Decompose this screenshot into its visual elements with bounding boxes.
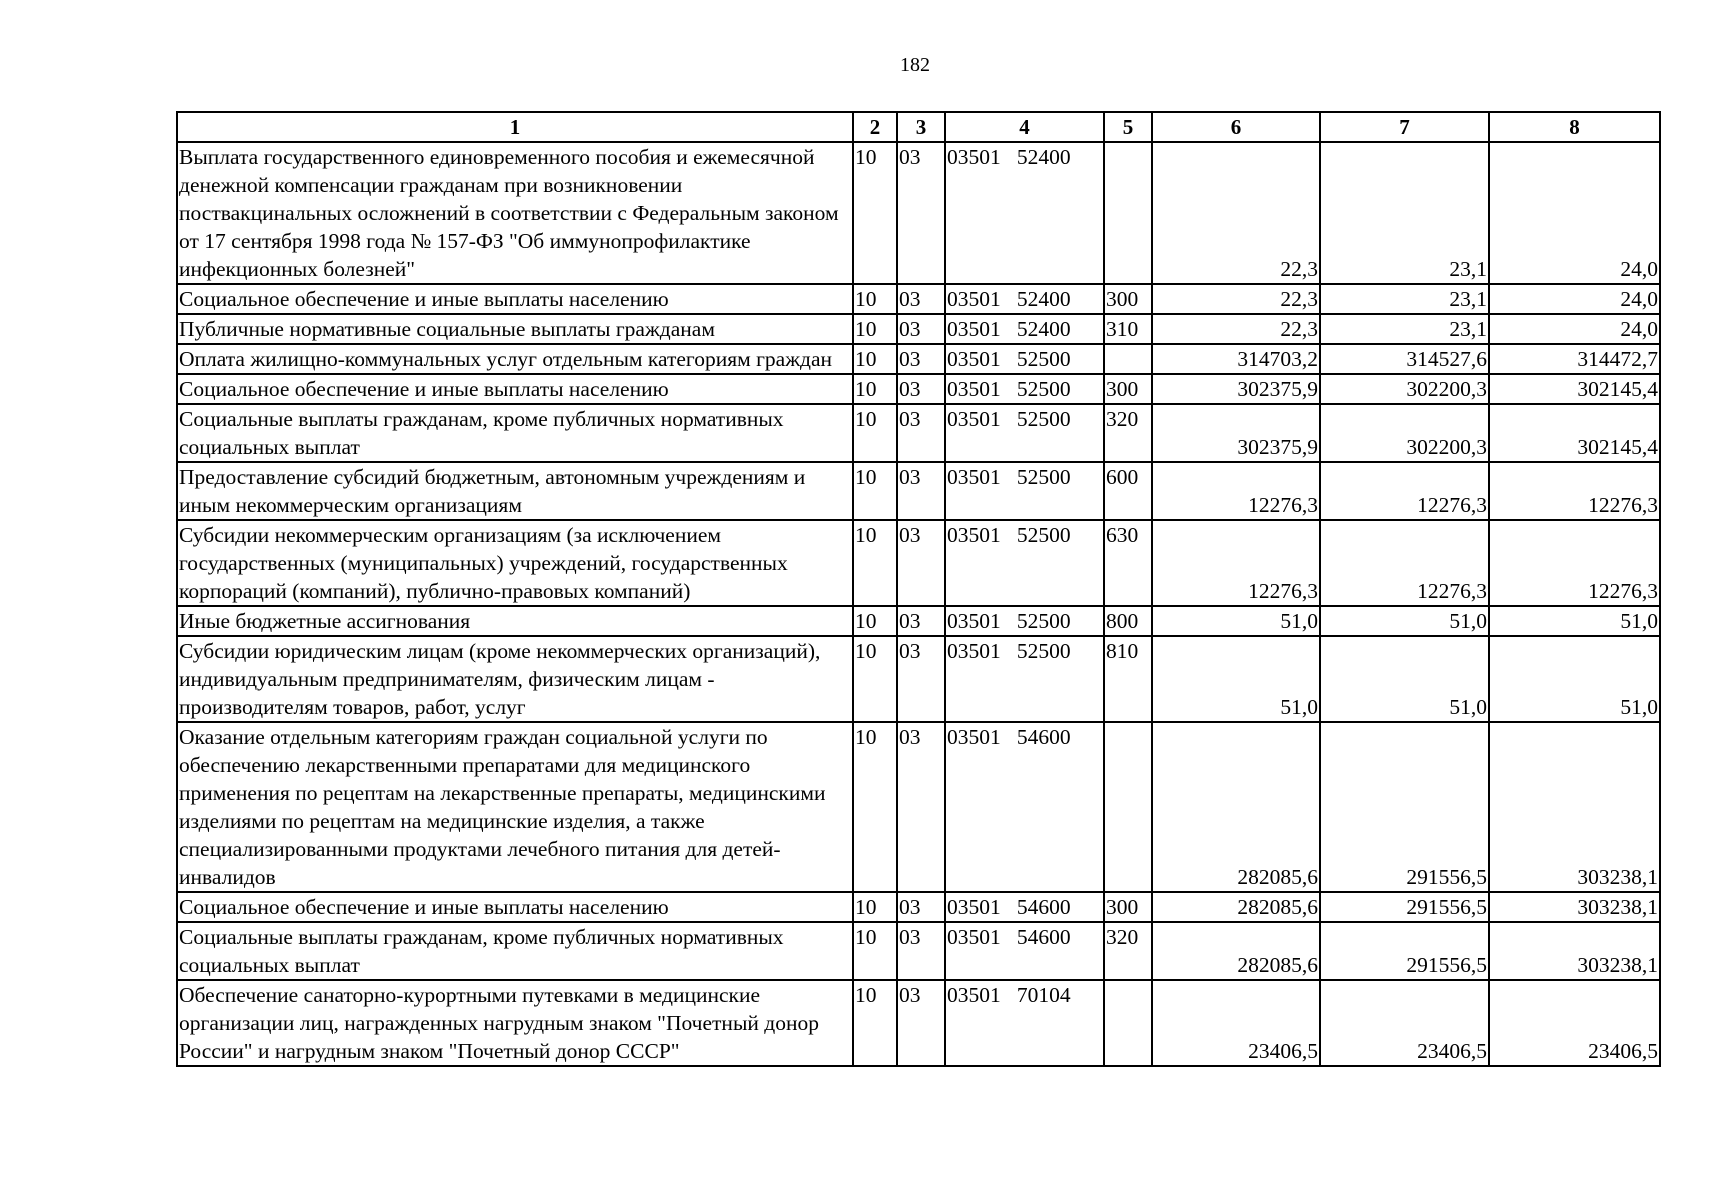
amount-col7-cell: 23,1	[1320, 314, 1489, 344]
page-number: 182	[900, 54, 930, 76]
column-header: 1	[177, 112, 853, 142]
amount-col8-cell: 12276,3	[1489, 462, 1660, 520]
target-article-cell: 03501 52500	[945, 462, 1104, 520]
amount-col7-cell: 23,1	[1320, 142, 1489, 284]
amount-col6-cell: 51,0	[1152, 636, 1320, 722]
amount-col6-cell: 51,0	[1152, 606, 1320, 636]
expense-name-cell: Иные бюджетные ассигнования	[177, 606, 853, 636]
amount-col8-cell: 302145,4	[1489, 374, 1660, 404]
table-row	[177, 284, 1660, 314]
amount-col8-cell: 12276,3	[1489, 520, 1660, 606]
subsection-code-cell: 03	[897, 374, 945, 404]
table-row	[177, 636, 1660, 722]
target-article-cell: 03501 52400	[945, 142, 1104, 284]
amount-col6-cell: 12276,3	[1152, 462, 1320, 520]
header-row	[177, 112, 1660, 142]
amount-col7-cell: 51,0	[1320, 636, 1489, 722]
amount-col8-cell: 303238,1	[1489, 922, 1660, 980]
column-header: 4	[945, 112, 1104, 142]
expense-type-cell: 630	[1104, 520, 1152, 606]
section-code-cell: 10	[853, 980, 897, 1066]
table-row	[177, 404, 1660, 462]
section-code-cell: 10	[853, 892, 897, 922]
expense-name-cell: Социальное обеспечение и иные выплаты населению	[177, 374, 853, 404]
expense-type-cell: 800	[1104, 606, 1152, 636]
amount-col8-cell: 314472,7	[1489, 344, 1660, 374]
expense-type-cell: 320	[1104, 922, 1152, 980]
expense-type-cell	[1104, 722, 1152, 892]
amount-col8-cell: 23406,5	[1489, 980, 1660, 1066]
expense-name-cell: Публичные нормативные социальные выплаты гражданам	[177, 314, 853, 344]
table-row	[177, 722, 1660, 892]
expense-name-cell: Выплата государственного единовременного пособия и ежемесячной денежной компенсации гражданам при возникновении поствакцинальных осложнений в соответствии с Федеральным законом от 17 сентября 1998 года № 157-ФЗ "Об иммунопрофилактике инфекционных болезней"	[177, 142, 853, 284]
expense-type-cell: 300	[1104, 892, 1152, 922]
expense-name-cell: Оказание отдельным категориям граждан социальной услуги по обеспечению лекарственными препаратами для медицинского применения по рецептам на лекарственные препараты, медицинскими изделиями по рецептам на медицинские изделия, а также специализированными продуктами лечебного питания для детей-инвалидов	[177, 722, 853, 892]
expense-type-cell	[1104, 980, 1152, 1066]
amount-col8-cell: 24,0	[1489, 314, 1660, 344]
target-article-cell: 03501 52500	[945, 344, 1104, 374]
column-header: 6	[1152, 112, 1320, 142]
subsection-code-cell: 03	[897, 636, 945, 722]
expense-type-cell: 320	[1104, 404, 1152, 462]
amount-col6-cell: 282085,6	[1152, 922, 1320, 980]
expense-name-cell: Социальное обеспечение и иные выплаты населению	[177, 284, 853, 314]
expense-name-cell: Предоставление субсидий бюджетным, автономным учреждениям и иным некоммерческим организациям	[177, 462, 853, 520]
column-header: 2	[853, 112, 897, 142]
amount-col6-cell: 302375,9	[1152, 374, 1320, 404]
expense-type-cell: 600	[1104, 462, 1152, 520]
subsection-code-cell: 03	[897, 344, 945, 374]
table-row	[177, 520, 1660, 606]
subsection-code-cell: 03	[897, 284, 945, 314]
expense-name-cell: Социальные выплаты гражданам, кроме публичных нормативных социальных выплат	[177, 404, 853, 462]
expense-type-cell: 810	[1104, 636, 1152, 722]
target-article-cell: 03501 54600	[945, 922, 1104, 980]
section-code-cell: 10	[853, 344, 897, 374]
expense-name-cell: Субсидии некоммерческим организациям (за исключением государственных (муниципальных) учреждений, государственных корпораций (компаний), публично-правовых компаний)	[177, 520, 853, 606]
section-code-cell: 10	[853, 922, 897, 980]
amount-col7-cell: 291556,5	[1320, 892, 1489, 922]
table-row	[177, 344, 1660, 374]
target-article-cell: 03501 52500	[945, 606, 1104, 636]
subsection-code-cell: 03	[897, 520, 945, 606]
amount-col6-cell: 282085,6	[1152, 722, 1320, 892]
column-header: 8	[1489, 112, 1660, 142]
section-code-cell: 10	[853, 142, 897, 284]
subsection-code-cell: 03	[897, 142, 945, 284]
section-code-cell: 10	[853, 374, 897, 404]
table-row	[177, 980, 1660, 1066]
column-header: 3	[897, 112, 945, 142]
target-article-cell: 03501 52500	[945, 520, 1104, 606]
column-header: 5	[1104, 112, 1152, 142]
expense-type-cell	[1104, 344, 1152, 374]
subsection-code-cell: 03	[897, 404, 945, 462]
table-row	[177, 922, 1660, 980]
subsection-code-cell: 03	[897, 606, 945, 636]
section-code-cell: 10	[853, 284, 897, 314]
budget-table	[176, 111, 1661, 1067]
subsection-code-cell: 03	[897, 314, 945, 344]
expense-type-cell: 300	[1104, 374, 1152, 404]
subsection-code-cell: 03	[897, 722, 945, 892]
target-article-cell: 03501 52500	[945, 636, 1104, 722]
amount-col8-cell: 302145,4	[1489, 404, 1660, 462]
expense-name-cell: Обеспечение санаторно-курортными путевками в медицинские организации лиц, награжденных нагрудным знаком "Почетный донор России" и нагрудным знаком "Почетный донор СССР"	[177, 980, 853, 1066]
subsection-code-cell: 03	[897, 462, 945, 520]
amount-col7-cell: 302200,3	[1320, 404, 1489, 462]
subsection-code-cell: 03	[897, 922, 945, 980]
target-article-cell: 03501 54600	[945, 892, 1104, 922]
expense-type-cell	[1104, 142, 1152, 284]
expense-type-cell: 300	[1104, 284, 1152, 314]
amount-col7-cell: 314527,6	[1320, 344, 1489, 374]
section-code-cell: 10	[853, 462, 897, 520]
section-code-cell: 10	[853, 314, 897, 344]
table-row	[177, 374, 1660, 404]
amount-col8-cell: 51,0	[1489, 636, 1660, 722]
section-code-cell: 10	[853, 636, 897, 722]
expense-name-cell: Субсидии юридическим лицам (кроме некоммерческих организаций), индивидуальным предпринимателям, физическим лицам - производителям товаров, работ, услуг	[177, 636, 853, 722]
amount-col7-cell: 291556,5	[1320, 722, 1489, 892]
column-header: 7	[1320, 112, 1489, 142]
section-code-cell: 10	[853, 404, 897, 462]
expense-type-cell: 310	[1104, 314, 1152, 344]
amount-col6-cell: 12276,3	[1152, 520, 1320, 606]
target-article-cell: 03501 52500	[945, 374, 1104, 404]
amount-col6-cell: 282085,6	[1152, 892, 1320, 922]
section-code-cell: 10	[853, 722, 897, 892]
subsection-code-cell: 03	[897, 980, 945, 1066]
table-row	[177, 314, 1660, 344]
target-article-cell: 03501 52400	[945, 314, 1104, 344]
amount-col7-cell: 12276,3	[1320, 462, 1489, 520]
amount-col7-cell: 51,0	[1320, 606, 1489, 636]
amount-col8-cell: 24,0	[1489, 142, 1660, 284]
amount-col8-cell: 51,0	[1489, 606, 1660, 636]
amount-col8-cell: 24,0	[1489, 284, 1660, 314]
table-row	[177, 892, 1660, 922]
target-article-cell: 03501 54600	[945, 722, 1104, 892]
amount-col7-cell: 291556,5	[1320, 922, 1489, 980]
amount-col6-cell: 314703,2	[1152, 344, 1320, 374]
expense-name-cell: Социальное обеспечение и иные выплаты населению	[177, 892, 853, 922]
table-row	[177, 606, 1660, 636]
amount-col6-cell: 22,3	[1152, 314, 1320, 344]
amount-col7-cell: 12276,3	[1320, 520, 1489, 606]
amount-col8-cell: 303238,1	[1489, 892, 1660, 922]
amount-col7-cell: 23,1	[1320, 284, 1489, 314]
amount-col6-cell: 22,3	[1152, 142, 1320, 284]
target-article-cell: 03501 52400	[945, 284, 1104, 314]
amount-col8-cell: 303238,1	[1489, 722, 1660, 892]
amount-col6-cell: 22,3	[1152, 284, 1320, 314]
amount-col7-cell: 302200,3	[1320, 374, 1489, 404]
target-article-cell: 03501 52500	[945, 404, 1104, 462]
amount-col6-cell: 23406,5	[1152, 980, 1320, 1066]
amount-col7-cell: 23406,5	[1320, 980, 1489, 1066]
expense-name-cell: Оплата жилищно-коммунальных услуг отдельным категориям граждан	[177, 344, 853, 374]
table-row	[177, 462, 1660, 520]
expense-name-cell: Социальные выплаты гражданам, кроме публичных нормативных социальных выплат	[177, 922, 853, 980]
amount-col6-cell: 302375,9	[1152, 404, 1320, 462]
subsection-code-cell: 03	[897, 892, 945, 922]
section-code-cell: 10	[853, 520, 897, 606]
section-code-cell: 10	[853, 606, 897, 636]
table-row	[177, 142, 1660, 284]
target-article-cell: 03501 70104	[945, 980, 1104, 1066]
